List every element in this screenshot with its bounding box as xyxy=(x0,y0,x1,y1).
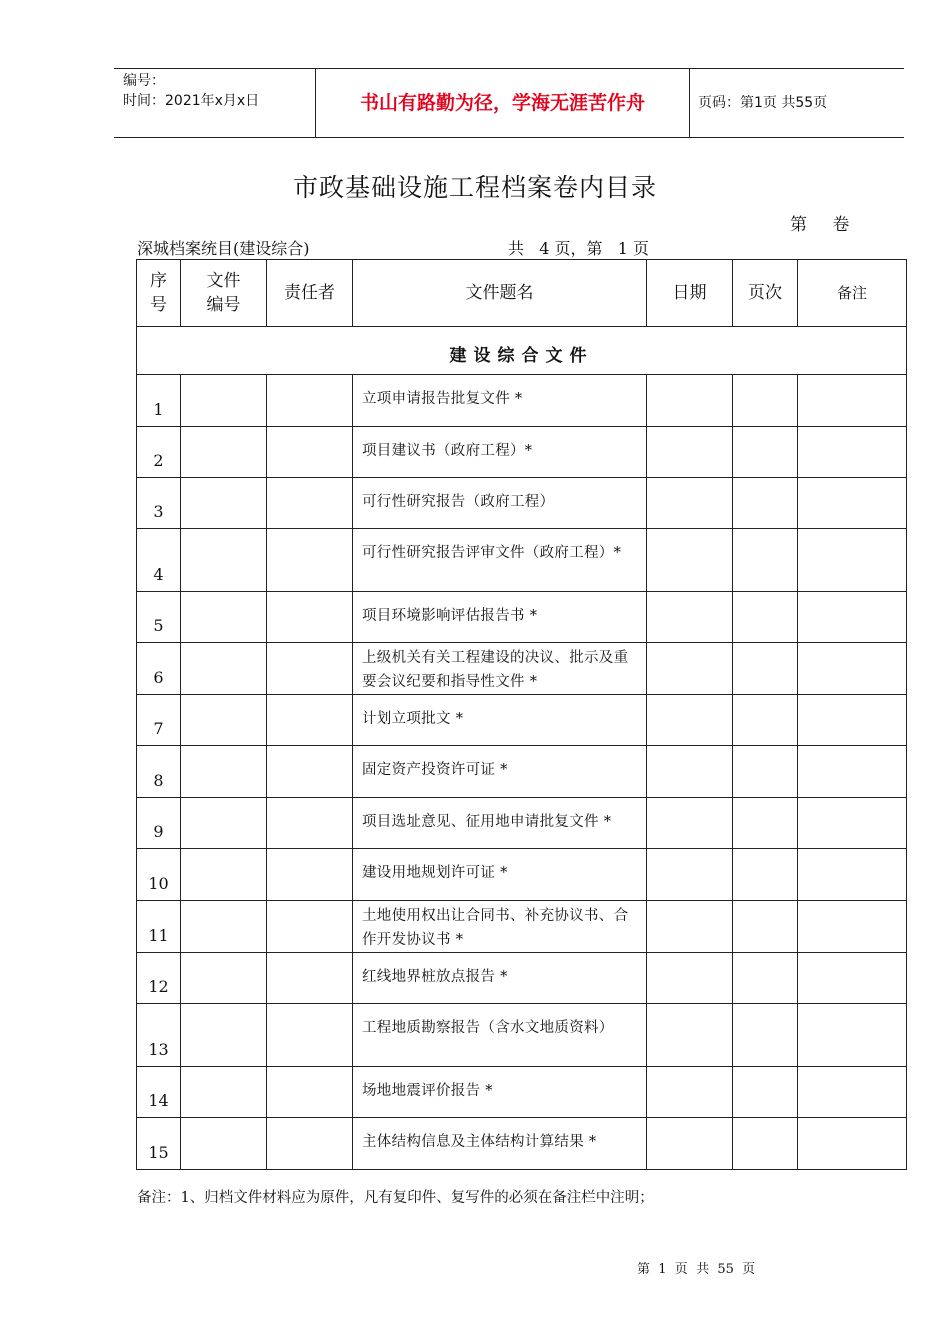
table-row xyxy=(137,1067,907,1118)
catalog-table xyxy=(136,259,907,1170)
table-row xyxy=(137,375,907,427)
row-number: 3 xyxy=(137,478,181,529)
col-header-remark: 备注 xyxy=(798,260,907,327)
row-title: 固定资产投资许可证 * xyxy=(353,746,647,798)
row-title: 可行性研究报告（政府工程） xyxy=(353,478,647,529)
row-title: 土地使用权出让合同书、补充协议书、合作开发协议书 * xyxy=(353,901,647,953)
row-number: 8 xyxy=(137,746,181,798)
row-number: 10 xyxy=(137,849,181,901)
col-header-title: 文件题名 xyxy=(353,260,647,327)
col-header-responsible: 责任者 xyxy=(267,260,353,327)
row-number: 2 xyxy=(137,427,181,478)
page-header xyxy=(114,68,904,138)
row-title: 项目环境影响评估报告书 * xyxy=(353,592,647,643)
table-row xyxy=(137,427,907,478)
col-header-file-no: 文件 编号 xyxy=(181,260,267,327)
row-number: 5 xyxy=(137,592,181,643)
table-row xyxy=(137,478,907,529)
col-header-date: 日期 xyxy=(647,260,733,327)
row-number: 13 xyxy=(137,1004,181,1067)
catalog-code: 深城档案统目(建设综合) xyxy=(137,239,310,258)
volume-label: 第 卷 xyxy=(790,215,860,235)
table-row xyxy=(137,901,907,953)
table-row xyxy=(137,798,907,849)
row-title: 建设用地规划许可证 * xyxy=(353,849,647,901)
remark-note: 备注：1、归档文件材料应为原件，凡有复印件、复写件的必须在备注栏中注明； xyxy=(137,1190,654,1206)
row-number: 11 xyxy=(137,901,181,953)
row-number: 1 xyxy=(137,375,181,427)
header-page-info: 页码：第1页 共55页 xyxy=(698,95,828,111)
row-number: 9 xyxy=(137,798,181,849)
code-label: 编号： xyxy=(123,73,165,89)
section-row xyxy=(137,327,907,375)
header-motto: 书山有路勤为径，学海无涯苦作舟 xyxy=(359,92,645,114)
row-number: 7 xyxy=(137,695,181,746)
row-title: 可行性研究报告评审文件（政府工程）* xyxy=(353,529,647,592)
col-header-pages: 页次 xyxy=(733,260,798,327)
row-number: 6 xyxy=(137,643,181,695)
table-header-row xyxy=(137,260,907,327)
table-row xyxy=(137,695,907,746)
section-title: 建设综合文件 xyxy=(137,327,907,375)
row-number: 14 xyxy=(137,1067,181,1118)
row-title: 工程地质勘察报告（含水文地质资料） xyxy=(353,1004,647,1067)
row-title: 上级机关有关工程建设的决议、批示及重要会议纪要和指导性文件 * xyxy=(353,643,647,695)
row-title: 红线地界桩放点报告 * xyxy=(353,953,647,1004)
row-title: 项目选址意见、征用地申请批复文件 * xyxy=(353,798,647,849)
time-label: 时间：2021年x月x日 xyxy=(123,93,260,109)
catalog-page-count: 共 4 页，第 1 页 xyxy=(508,239,650,258)
row-number: 12 xyxy=(137,953,181,1004)
table-row xyxy=(137,592,907,643)
row-title: 场地地震评价报告 * xyxy=(353,1067,647,1118)
row-title: 立项申请报告批复文件 * xyxy=(353,375,647,427)
row-number: 15 xyxy=(137,1118,181,1170)
header-meta xyxy=(123,71,313,111)
page-footer: 第 1 页 共 55 页 xyxy=(637,1262,756,1277)
row-title: 主体结构信息及主体结构计算结果 * xyxy=(353,1118,647,1170)
table-row xyxy=(137,953,907,1004)
table-row xyxy=(137,1118,907,1170)
row-title: 项目建议书（政府工程）* xyxy=(353,427,647,478)
table-row xyxy=(137,746,907,798)
page-title: 市政基础设施工程档案卷内目录 xyxy=(292,173,657,202)
table-row xyxy=(137,529,907,592)
row-title: 计划立项批文 * xyxy=(353,695,647,746)
table-row xyxy=(137,643,907,695)
table-row xyxy=(137,849,907,901)
col-header-seq: 序 号 xyxy=(137,260,181,327)
table-row xyxy=(137,1004,907,1067)
row-number: 4 xyxy=(137,529,181,592)
header-divider xyxy=(689,69,690,137)
